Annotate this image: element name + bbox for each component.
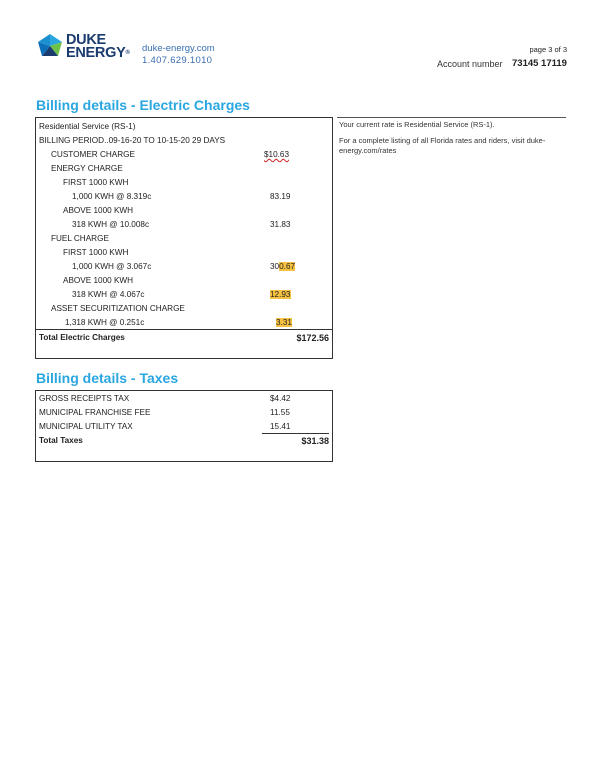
total-taxes-label: Total Taxes [39, 436, 83, 445]
table-row-amount: $4.42 [270, 394, 291, 403]
duke-energy-logo-icon [36, 32, 64, 60]
table-row-label: ABOVE 1000 KWH [63, 206, 134, 215]
table-row-label: 1,000 KWH @ 3.067c [72, 262, 152, 271]
table-row-amount: 31.83 [270, 220, 291, 229]
website-link[interactable]: duke-energy.com [142, 43, 215, 54]
rate-note: Your current rate is Residential Service (RS-1). [339, 120, 495, 129]
rates-listing-note: For a complete listing of all Florida rates and riders, visit duke-energy.com/rates [339, 136, 546, 155]
logo-line1: DUKE [66, 32, 106, 48]
table-row-label: ENERGY CHARGE [51, 164, 123, 173]
total-taxes-amount: $31.38 [301, 436, 329, 446]
table-row-label: FUEL CHARGE [51, 234, 109, 243]
asset-securitization-amount: 3.31 [276, 318, 292, 327]
taxes-table [35, 390, 333, 462]
total-divider [36, 329, 332, 330]
account-number-label: Account number [437, 59, 503, 69]
table-row-label: 318 KWH @ 4.067c [72, 290, 145, 299]
table-row-label: BILLING PERIOD..09-16-20 TO 10-15-20 29 DAYS [39, 136, 226, 145]
customer-charge-amount: $10.63 [264, 150, 290, 159]
total-electric-label: Total Electric Charges [39, 333, 125, 342]
table-row-amount: 83.19 [270, 192, 291, 201]
page-number: page 3 of 3 [529, 45, 567, 54]
taxes-title: Billing details - Taxes [36, 370, 179, 386]
table-row-label: CUSTOMER CHARGE [51, 150, 136, 159]
table-row-label: 318 KWH @ 10.008c [72, 220, 150, 229]
table-row-amount: 15.41 [270, 422, 291, 431]
fuel-above-amount: 12.93 [270, 290, 291, 299]
table-row-label: MUNICIPAL FRANCHISE FEE [39, 408, 151, 417]
notes-divider [337, 117, 566, 118]
table-row-label: FIRST 1000 KWH [63, 178, 129, 187]
table-row-label: GROSS RECEIPTS TAX [39, 394, 130, 403]
fuel-first-amount: 300.67 [270, 262, 296, 271]
table-row-label: 1,318 KWH @ 0.251c [65, 318, 145, 327]
table-row-label: ABOVE 1000 KWH [63, 276, 134, 285]
electric-charges-table [35, 117, 333, 359]
logo-reg-mark: ® [125, 50, 130, 56]
table-row-label: Residential Service (RS-1) [39, 122, 136, 131]
table-row-label: 1,000 KWH @ 8.319c [72, 192, 152, 201]
duke-energy-logo [36, 30, 130, 64]
logo-line2: ENERGY® [66, 45, 130, 61]
table-row-label: ASSET SECURITIZATION CHARGE [51, 304, 185, 313]
amount-divider [262, 433, 329, 434]
account-number: 73145 17119 [512, 58, 567, 69]
table-row-amount: 11.55 [270, 408, 290, 417]
total-electric-amount: $172.56 [296, 333, 329, 343]
table-row-label: MUNICIPAL UTILITY TAX [39, 422, 133, 431]
electric-charges-title: Billing details - Electric Charges [36, 97, 250, 113]
phone-number: 1.407.629.1010 [142, 55, 213, 66]
table-row-label: FIRST 1000 KWH [63, 248, 129, 257]
